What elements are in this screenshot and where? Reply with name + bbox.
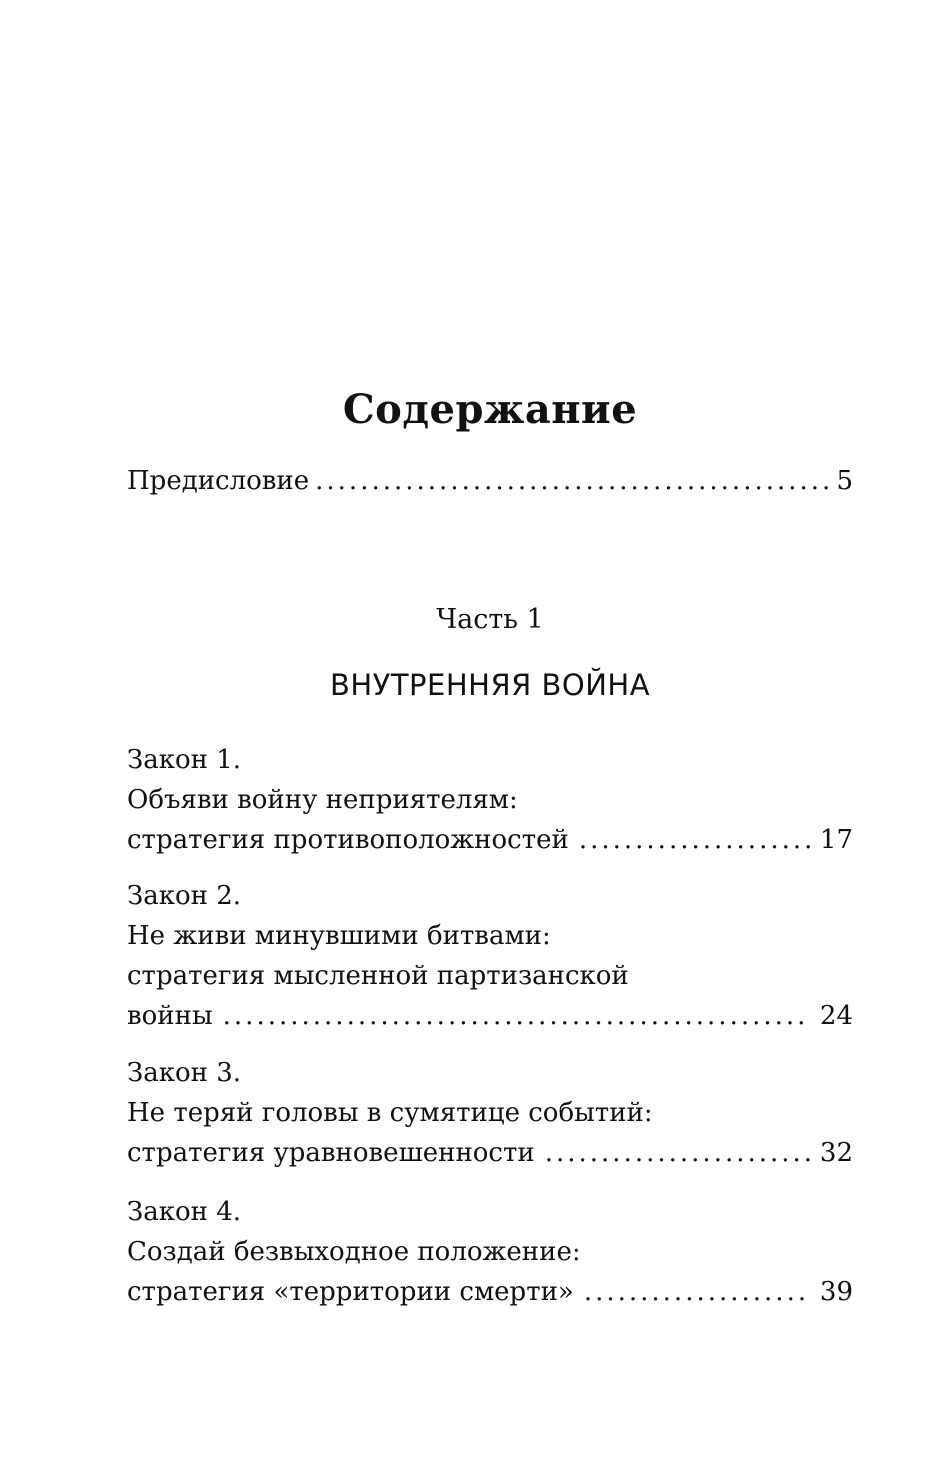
law-last-line [127,1133,853,1173]
toc-page-number: 5 [836,466,853,496]
law-last-line [127,996,853,1036]
page-title: Содержание [342,386,638,433]
toc-entry-law-4 [127,1192,853,1312]
part-number: Часть 1 [436,604,544,635]
dot-leader [315,466,830,496]
law-subtitle: войны [127,1001,213,1031]
law-number: Закон 1. [127,745,242,775]
law-number: Закон 2. [127,881,242,911]
law-last-line [127,820,853,860]
law-title-line: Не живи минувшими битвами: [127,921,551,951]
law-number: Закон 3. [127,1058,242,1088]
law-title-line: стратегия мысленной партизанской [127,961,629,991]
law-subtitle: стратегия уравновешенности [127,1138,535,1168]
law-title-line: Не теряй головы в сумятице событий: [127,1098,653,1128]
toc-entry-law-3 [127,1053,853,1173]
dot-leader [223,996,810,1036]
law-subtitle: стратегия противоположностей [127,825,569,855]
toc-page-number: 17 [819,825,853,855]
toc-page-number: 24 [819,1001,853,1031]
law-title-line: Объяви войну неприятелям: [127,785,518,815]
toc-page-number: 32 [819,1138,853,1168]
toc-entry-law-2 [127,876,853,1036]
dot-leader [584,1272,810,1312]
toc-entry-law-1 [127,740,853,860]
toc-entry-preface [127,466,853,506]
law-last-line [127,1272,853,1312]
law-number: Закон 4. [127,1197,242,1227]
toc-page-number: 39 [819,1277,853,1307]
toc-entry-label: Предисловие [127,466,310,496]
dot-leader [545,1133,810,1173]
law-title-line: Создай безвыходное положение: [127,1237,581,1267]
law-subtitle: стратегия «территории смерти» [127,1277,574,1307]
dot-leader [579,820,810,860]
part-title: ВНУТРЕННЯЯ ВОЙНА [329,668,651,702]
